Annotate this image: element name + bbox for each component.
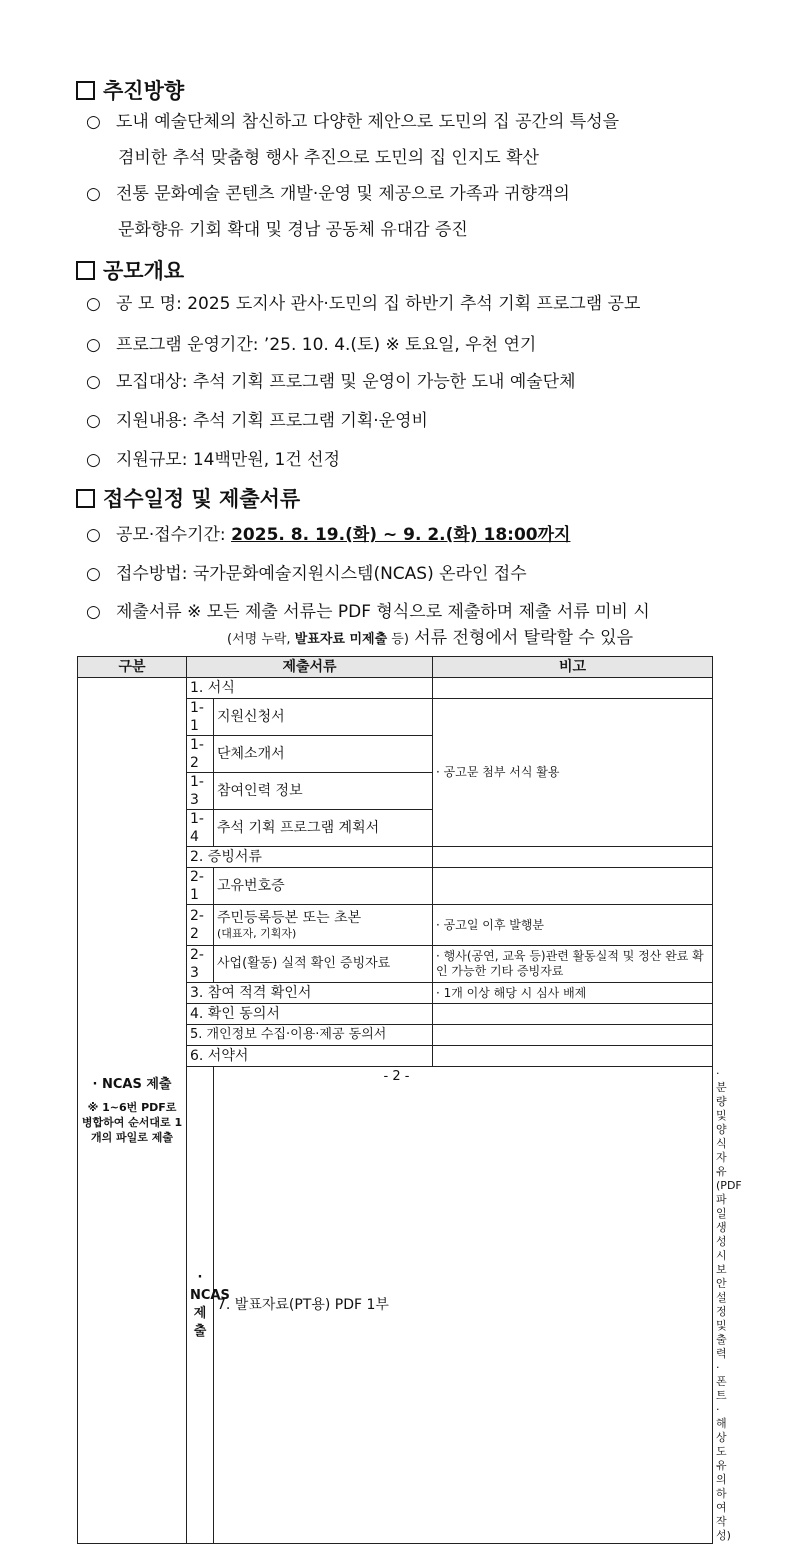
list-item: ○ 전통 문화예술 콘텐츠 개발·운영 및 제공으로 가족과 귀향객의	[86, 184, 570, 204]
table-row: 4. 확인 동의서	[78, 1004, 713, 1025]
table-header-cell: 비고	[433, 657, 713, 678]
note-cell: · 1개 이상 해당 시 심사 배제	[433, 983, 713, 1004]
table-header-cell: 구분	[78, 657, 187, 678]
list-item: ○ 접수방법: 국가문화예술지원시스템(NCAS) 온라인 접수	[86, 564, 527, 584]
table-row: 6. 서약서	[78, 1046, 713, 1067]
list-item: ○ 모집대상: 추석 기획 프로그램 및 운영이 가능한 도내 예술단체	[86, 372, 576, 392]
deadline-value: 2025. 8. 19.(화) ~ 9. 2.(화) 18:00까지	[231, 525, 571, 545]
circle-bullet-icon: ○	[86, 602, 101, 622]
page-number: - 2 -	[383, 1069, 410, 1084]
section-heading-overview	[76, 254, 184, 286]
table-row: · NCAS 제출 ※ 1~6번 PDF로 병합하여 순서대로 1개의 파일로 제출 1. 서식	[78, 678, 713, 699]
section-title: 공모개요	[103, 259, 185, 283]
circle-bullet-icon: ○	[86, 184, 101, 204]
table-row: 5. 개인정보 수집·이용·제공 동의서	[78, 1025, 713, 1046]
circle-bullet-icon: ○	[86, 372, 101, 392]
circle-bullet-icon: ○	[86, 564, 101, 584]
submission-documents-table	[77, 656, 742, 1544]
list-item-continuation: 문화향유 기회 확대 및 경남 공동체 유대감 증진	[118, 220, 468, 240]
list-item: ○ 공 모 명: 2025 도지사 관사·도민의 집 하반기 추석 기획 프로그램 공모	[86, 294, 641, 314]
section-heading-direction	[76, 74, 184, 106]
table-row: 1-4 추석 기획 프로그램 계획서	[78, 810, 713, 847]
table-row: 1-1 지원신청서 · 공고문 첨부 서식 활용	[78, 699, 713, 736]
note-cell: · 공고일 이후 발행분	[433, 905, 713, 946]
checkbox-square-icon	[76, 261, 95, 280]
circle-bullet-icon: ○	[86, 294, 101, 314]
table-row: 1-3 참여인력 정보	[78, 773, 713, 810]
table-row: 2. 증빙서류	[78, 847, 713, 868]
list-item: ○ 지원규모: 14백만원, 1건 선정	[86, 450, 341, 470]
note-cell: · 행사(공연, 교육 등)관련 활동실적 및 정산 완료 확인 가능한 기타 증빙자료	[433, 946, 713, 983]
circle-bullet-icon: ○	[86, 335, 101, 355]
table-row: 3. 참여 적격 확인서 · 1개 이상 해당 시 심사 배제	[78, 983, 713, 1004]
note-cell: · 공고문 첨부 서식 활용	[433, 699, 713, 847]
table-row: 2-1 고유번호증	[78, 868, 713, 905]
list-item: ○ 프로그램 운영기간: ’25. 10. 4.(토) ※ 토요일, 우천 연기	[86, 335, 537, 355]
list-item: ○ 제출서류 ※ 모든 제출 서류는 PDF 형식으로 제출하며 제출 서류 미비 시	[86, 602, 650, 622]
table-header-row	[78, 657, 713, 678]
section-title: 접수일정 및 제출서류	[103, 487, 301, 511]
list-item: ○ 도내 예술단체의 참신하고 다양한 제안으로 도민의 집 공간의 특성을	[86, 112, 620, 132]
table-row: 1-2 단체소개서	[78, 736, 713, 773]
table-row: · NCAS 제출 7. 발표자료(PT용) PDF 1부 · 분량 및 양식 자유(PDF 파일 생성 시 보안설정 및 출력·폰트·해상도 유의하여 작성)	[78, 1067, 713, 1544]
table-row: 2-3 사업(활동) 실적 확인 증빙자료 · 행사(공연, 교육 등)관련 활동실적 및 정산 완료 확인 가능한 기타 증빙자료	[78, 946, 713, 983]
checkbox-square-icon	[76, 489, 95, 508]
table-header-cell: 제출서류	[187, 657, 433, 678]
table-row: 2-2 주민등록등본 또는 초본 (대표자, 기획자) · 공고일 이후 발행분	[78, 905, 713, 946]
circle-bullet-icon: ○	[86, 112, 101, 132]
list-item-continuation: (서명 누락, 발표자료 미제출 등) 서류 전형에서 탈락할 수 있음	[227, 628, 633, 648]
circle-bullet-icon: ○	[86, 411, 101, 431]
circle-bullet-icon: ○	[86, 450, 101, 470]
checkbox-square-icon	[76, 81, 95, 100]
circle-bullet-icon: ○	[86, 525, 101, 545]
section-title: 추진방향	[103, 79, 185, 103]
list-item-continuation: 겸비한 추석 맞춤형 행사 추진으로 도민의 집 인지도 확산	[118, 148, 539, 168]
list-item: ○ 지원내용: 추석 기획 프로그램 기획·운영비	[86, 411, 428, 431]
group-cell: · NCAS 제출 ※ 1~6번 PDF로 병합하여 순서대로 1개의 파일로 제출	[78, 678, 187, 1544]
list-item: ○ 공모·접수기간: 2025. 8. 19.(화) ~ 9. 2.(화) 18:00까지	[86, 525, 571, 545]
section-heading-schedule	[76, 482, 300, 514]
